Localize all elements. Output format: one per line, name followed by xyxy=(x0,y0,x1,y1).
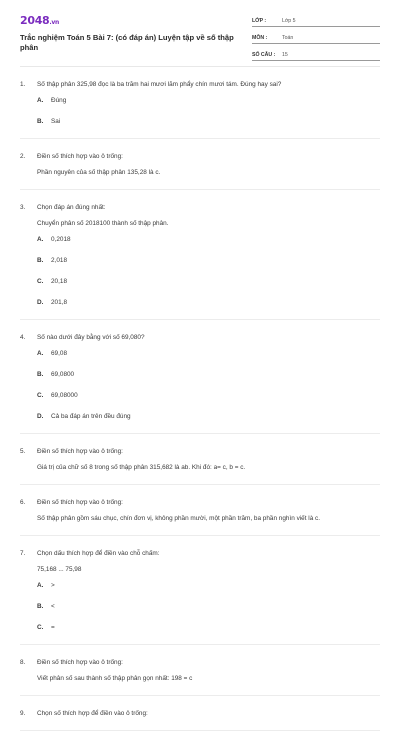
option-key: B. xyxy=(37,603,44,610)
option-text: < xyxy=(51,603,55,610)
answer-option[interactable] xyxy=(37,391,210,400)
question-item xyxy=(20,434,380,485)
answer-option[interactable] xyxy=(37,412,210,421)
answer-options xyxy=(20,349,380,433)
question-item xyxy=(20,67,380,139)
option-key: A. xyxy=(37,582,44,589)
question-detail: Viết phân số sau thành số thập phân gọn nhất: 198 = c xyxy=(37,675,193,682)
option-key: B. xyxy=(37,118,44,125)
question-number: 9. xyxy=(20,710,26,717)
question-detail: Chuyển phân số 2018100 thành số thập phân. xyxy=(37,220,169,227)
question-detail: Giá trị của chữ số 8 trong số thập phân 315,682 là ab. Khi đó: a= c, b = c. xyxy=(37,464,246,471)
answer-options xyxy=(20,96,380,138)
info-value: 15 xyxy=(282,51,288,58)
question-number: 3. xyxy=(20,204,26,211)
question-number: 2. xyxy=(20,153,26,160)
answer-option[interactable] xyxy=(37,277,210,286)
answer-options xyxy=(20,581,380,644)
question-number: 7. xyxy=(20,550,26,557)
option-key: A. xyxy=(37,97,44,104)
answer-option[interactable] xyxy=(37,623,210,632)
question-item xyxy=(20,645,380,696)
answer-option[interactable] xyxy=(37,602,210,611)
option-text: Sai xyxy=(51,118,61,125)
question-row xyxy=(20,658,380,667)
question-row xyxy=(20,152,380,161)
option-text: Cả ba đáp án trên đều đúng xyxy=(51,413,131,420)
question-text: Điền số thích hợp vào ô trống: xyxy=(37,153,123,160)
question-text: Số thập phân 325,98 đọc là ba trăm hai mươi lăm phẩy chín mươi tám. Đúng hay sai? xyxy=(37,81,282,88)
info-row xyxy=(252,15,380,27)
info-label: LỚP : xyxy=(252,17,267,24)
question-detail: Số thập phân gồm sáu chục, chín đơn vị, không phần mười, một phần trăm, ba phần nghìn viết là c. xyxy=(37,515,321,522)
answer-option[interactable] xyxy=(37,117,210,126)
question-list xyxy=(0,67,400,731)
answer-option[interactable] xyxy=(37,256,210,265)
option-text: 2,018 xyxy=(51,257,67,264)
question-item xyxy=(20,536,380,645)
question-row xyxy=(20,549,380,558)
option-key: A. xyxy=(37,236,44,243)
question-number: 8. xyxy=(20,659,26,666)
question-item xyxy=(20,485,380,536)
question-row xyxy=(20,203,380,212)
question-text: Chọn số thích hợp để điền vào ô trống: xyxy=(37,710,148,717)
info-label: SỐ CÂU : xyxy=(252,51,276,58)
question-row xyxy=(20,498,380,507)
question-text: Chọn đáp án đúng nhất: xyxy=(37,204,106,211)
info-label: MÔN : xyxy=(252,34,268,41)
option-text: = xyxy=(51,624,55,631)
question-number: 4. xyxy=(20,334,26,341)
question-detail: 75,168 ... 75,98 xyxy=(37,566,82,573)
info-row xyxy=(252,49,380,61)
option-text: 69,08 xyxy=(51,350,67,357)
page-header xyxy=(0,0,400,66)
option-text: Đúng xyxy=(51,97,67,104)
info-value: Lớp 5 xyxy=(282,17,296,24)
question-item xyxy=(20,190,380,320)
option-key: D. xyxy=(37,299,44,306)
logo-text: 2048 xyxy=(20,14,50,27)
question-text: Chọn dấu thích hợp để điền vào chỗ chấm: xyxy=(37,550,160,557)
option-key: C. xyxy=(37,624,44,631)
answer-option[interactable] xyxy=(37,298,210,307)
answer-options xyxy=(20,235,380,319)
option-key: A. xyxy=(37,350,44,357)
answer-option[interactable] xyxy=(37,349,210,358)
question-text: Điền số thích hợp vào ô trống: xyxy=(37,499,123,506)
question-row xyxy=(20,80,380,89)
question-text: Điền số thích hợp vào ô trống: xyxy=(37,659,123,666)
question-item xyxy=(20,139,380,190)
answer-option[interactable] xyxy=(37,235,210,244)
option-key: B. xyxy=(37,371,44,378)
question-row xyxy=(20,447,380,456)
option-key: C. xyxy=(37,392,44,399)
info-panel xyxy=(252,15,380,66)
option-text: 69,0800 xyxy=(51,371,75,378)
option-key: B. xyxy=(37,257,44,264)
question-item xyxy=(20,696,380,731)
option-text: 0,2018 xyxy=(51,236,71,243)
option-text: 201,8 xyxy=(51,299,67,306)
option-text: 69,08000 xyxy=(51,392,78,399)
question-number: 1. xyxy=(20,81,26,88)
info-value: Toán xyxy=(282,34,294,41)
answer-option[interactable] xyxy=(37,370,210,379)
answer-option[interactable] xyxy=(37,96,210,105)
question-number: 5. xyxy=(20,448,26,455)
question-text: Số nào dưới đây bằng với số 69,080? xyxy=(37,334,145,341)
page-title: Trắc nghiệm Toán 5 Bài 7: (có đáp án) Luyện tập về số thập phân xyxy=(20,33,234,52)
option-key: C. xyxy=(37,278,44,285)
option-key: D. xyxy=(37,413,44,420)
option-text: 20,18 xyxy=(51,278,67,285)
question-text: Điền số thích hợp vào ô trống: xyxy=(37,448,123,455)
question-row xyxy=(20,709,380,718)
option-text: > xyxy=(51,582,55,589)
info-row xyxy=(252,32,380,44)
answer-option[interactable] xyxy=(37,581,210,590)
logo-suffix: .vn xyxy=(49,19,59,26)
question-item xyxy=(20,320,380,434)
question-detail: Phần nguyên của số thập phân 135,28 là c. xyxy=(37,169,161,176)
question-row xyxy=(20,333,380,342)
question-number: 6. xyxy=(20,499,26,506)
